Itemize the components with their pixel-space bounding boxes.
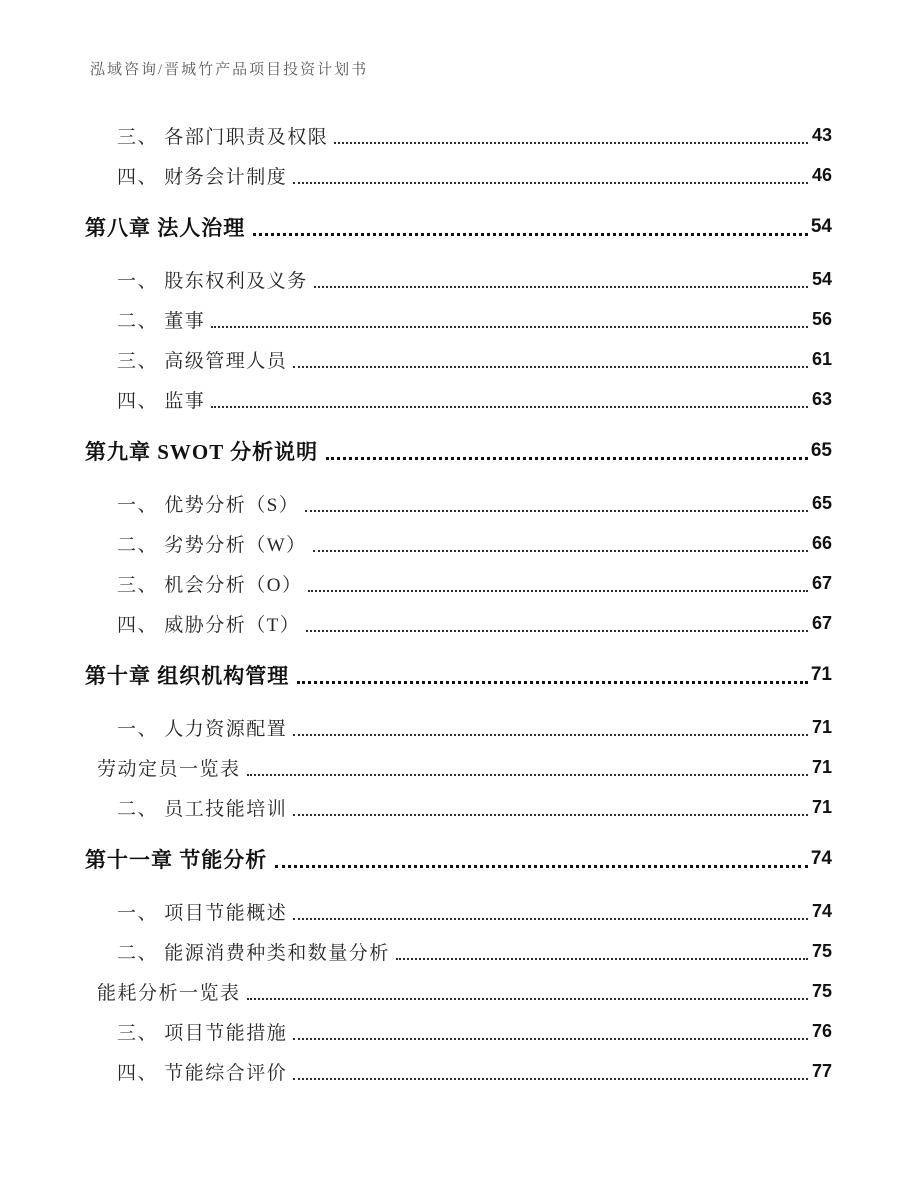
toc-entry-page-number: 65 bbox=[810, 440, 832, 461]
toc-entry[interactable] bbox=[85, 563, 832, 603]
toc-entry-label: 二、 员工技能培训 bbox=[117, 798, 288, 820]
toc-entry-label: 三、 机会分析（O） bbox=[117, 574, 303, 596]
toc-entry-label: 四、 财务会计制度 bbox=[117, 166, 288, 188]
toc-dot-leader bbox=[293, 351, 808, 368]
toc-entry-label: 一、 优势分析（S） bbox=[117, 494, 300, 516]
toc-dot-leader bbox=[293, 1023, 808, 1040]
toc-entry-page-number: 71 bbox=[810, 664, 832, 685]
toc-dot-leader bbox=[314, 271, 808, 288]
toc-entry-page-number: 65 bbox=[811, 492, 832, 513]
toc-entry-label: 第九章 SWOT 分析说明 bbox=[85, 440, 319, 464]
toc-dot-leader bbox=[293, 167, 808, 184]
toc-dot-leader bbox=[326, 443, 808, 460]
toc-entry-page-number: 71 bbox=[811, 796, 832, 817]
toc-entry-label: 二、 能源消费种类和数量分析 bbox=[117, 942, 390, 964]
toc-entry-page-number: 61 bbox=[811, 348, 832, 369]
toc-entry-page-number: 67 bbox=[811, 572, 832, 593]
toc-dot-leader bbox=[396, 943, 808, 960]
toc-entry-label: 一、 人力资源配置 bbox=[117, 718, 288, 740]
toc-entry-page-number: 74 bbox=[811, 900, 832, 921]
toc-entry-page-number: 77 bbox=[811, 1060, 832, 1081]
table-of-contents bbox=[85, 115, 832, 1091]
toc-entry-label: 第十一章 节能分析 bbox=[85, 848, 268, 872]
toc-entry[interactable] bbox=[85, 207, 832, 247]
toc-entry-label: 能耗分析一览表 bbox=[97, 982, 241, 1004]
toc-entry-page-number: 75 bbox=[811, 980, 832, 1001]
toc-entry[interactable] bbox=[85, 523, 832, 563]
toc-dot-leader bbox=[306, 615, 808, 632]
toc-entry-page-number: 71 bbox=[811, 756, 832, 777]
toc-dot-leader bbox=[211, 311, 808, 328]
toc-dot-leader bbox=[211, 391, 808, 408]
toc-entry[interactable] bbox=[85, 891, 832, 931]
toc-entry-label: 三、 高级管理人员 bbox=[117, 350, 288, 372]
toc-entry-page-number: 76 bbox=[811, 1020, 832, 1041]
toc-entry-page-number: 46 bbox=[811, 164, 832, 185]
toc-entry[interactable] bbox=[85, 707, 832, 747]
toc-entry-label: 四、 监事 bbox=[117, 390, 206, 412]
toc-dot-leader bbox=[247, 983, 808, 1000]
toc-entry-label: 三、 各部门职责及权限 bbox=[117, 126, 329, 148]
toc-entry-page-number: 71 bbox=[811, 716, 832, 737]
toc-entry[interactable] bbox=[85, 747, 832, 787]
header-text: 泓域咨询/晋城竹产品项目投资计划书 bbox=[90, 62, 369, 78]
toc-entry-label: 一、 股东权利及义务 bbox=[117, 270, 308, 292]
toc-entry[interactable] bbox=[85, 1051, 832, 1091]
toc-entry[interactable] bbox=[85, 787, 832, 827]
toc-entry[interactable] bbox=[85, 431, 832, 471]
toc-entry-label: 第十章 组织机构管理 bbox=[85, 664, 290, 688]
toc-entry-page-number: 74 bbox=[810, 848, 832, 869]
toc-entry-label: 三、 项目节能措施 bbox=[117, 1022, 288, 1044]
toc-entry-label: 第八章 法人治理 bbox=[85, 216, 246, 240]
toc-entry[interactable] bbox=[85, 259, 832, 299]
toc-dot-leader bbox=[313, 535, 808, 552]
toc-entry[interactable] bbox=[85, 839, 832, 879]
toc-entry[interactable] bbox=[85, 379, 832, 419]
toc-dot-leader bbox=[305, 495, 808, 512]
toc-entry-label: 二、 劣势分析（W） bbox=[117, 534, 307, 556]
toc-entry[interactable] bbox=[85, 1011, 832, 1051]
toc-entry-page-number: 54 bbox=[810, 216, 832, 237]
toc-entry-page-number: 75 bbox=[811, 940, 832, 961]
toc-entry[interactable] bbox=[85, 931, 832, 971]
toc-dot-leader bbox=[308, 575, 808, 592]
toc-entry-label: 二、 董事 bbox=[117, 310, 206, 332]
toc-entry-page-number: 43 bbox=[811, 124, 832, 145]
toc-entry[interactable] bbox=[85, 971, 832, 1011]
toc-entry-label: 四、 威胁分析（T） bbox=[117, 614, 301, 636]
toc-dot-leader bbox=[275, 851, 808, 868]
toc-dot-leader bbox=[334, 127, 808, 144]
toc-entry[interactable] bbox=[85, 115, 832, 155]
toc-dot-leader bbox=[293, 719, 808, 736]
toc-entry-page-number: 67 bbox=[811, 612, 832, 633]
toc-entry[interactable] bbox=[85, 483, 832, 523]
toc-dot-leader bbox=[293, 903, 808, 920]
toc-dot-leader bbox=[293, 1063, 808, 1080]
toc-entry-label: 一、 项目节能概述 bbox=[117, 902, 288, 924]
toc-entry[interactable] bbox=[85, 155, 832, 195]
toc-dot-leader bbox=[253, 219, 808, 236]
toc-entry-label: 四、 节能综合评价 bbox=[117, 1062, 288, 1084]
toc-entry[interactable] bbox=[85, 655, 832, 695]
toc-entry-page-number: 54 bbox=[811, 268, 832, 289]
toc-entry-label: 劳动定员一览表 bbox=[97, 758, 241, 780]
toc-entry-page-number: 56 bbox=[811, 308, 832, 329]
toc-dot-leader bbox=[297, 667, 808, 684]
toc-entry[interactable] bbox=[85, 603, 832, 643]
toc-dot-leader bbox=[293, 799, 808, 816]
toc-entry-page-number: 66 bbox=[811, 532, 832, 553]
toc-entry[interactable] bbox=[85, 299, 832, 339]
toc-dot-leader bbox=[247, 759, 808, 776]
toc-entry-page-number: 63 bbox=[811, 388, 832, 409]
toc-entry[interactable] bbox=[85, 339, 832, 379]
document-header bbox=[90, 58, 368, 79]
